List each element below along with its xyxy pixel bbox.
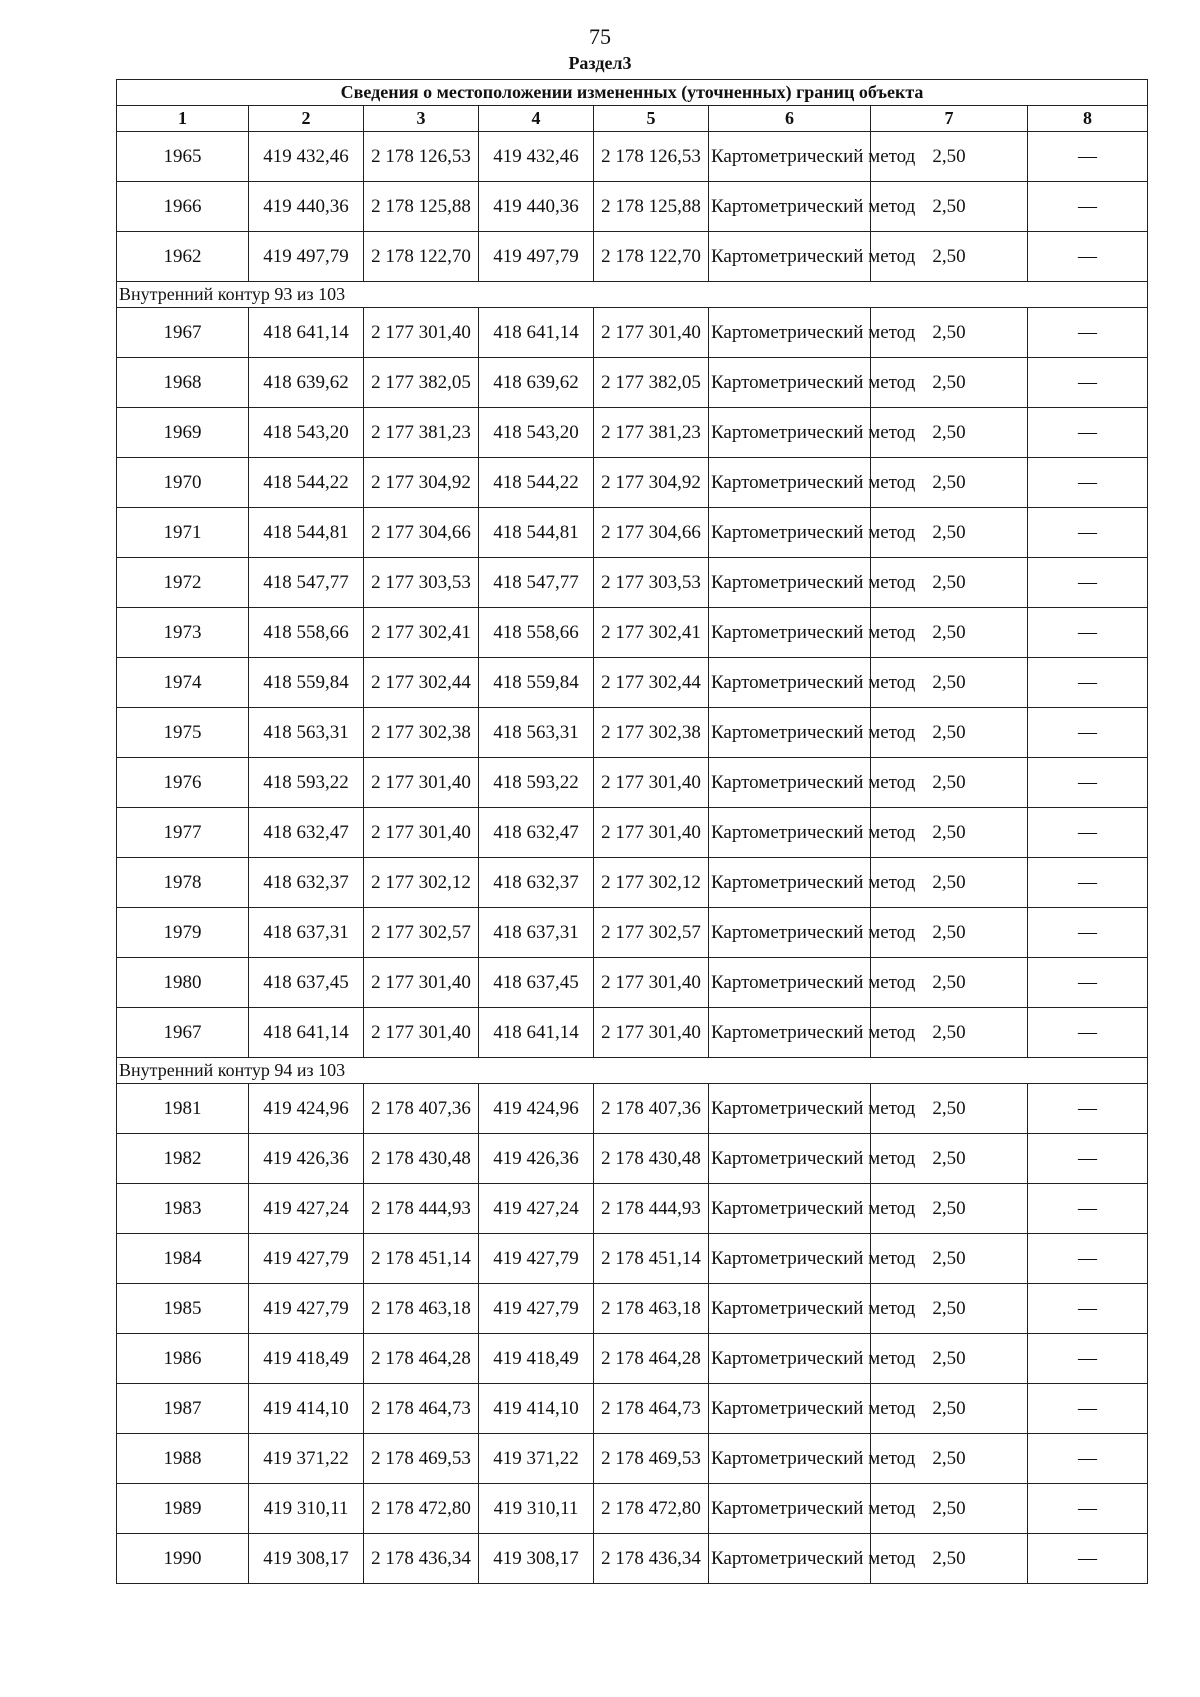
y-new-cell: 2 178 444,93 <box>594 1184 709 1234</box>
table-row <box>117 1008 1148 1058</box>
accuracy-cell: 2,50 <box>871 408 1028 458</box>
description-cell: — <box>1028 182 1148 232</box>
table-row <box>117 608 1148 658</box>
y-coord-cell: 2 177 302,12 <box>364 858 479 908</box>
x-coord-cell: 419 497,79 <box>249 232 364 282</box>
x-new-cell: 418 563,31 <box>479 708 594 758</box>
y-coord-cell: 2 177 304,92 <box>364 458 479 508</box>
point-number-cell: 1984 <box>117 1234 249 1284</box>
description-cell: — <box>1028 1434 1148 1484</box>
y-coord-cell: 2 178 444,93 <box>364 1184 479 1234</box>
table-row <box>117 308 1148 358</box>
column-header: 5 <box>594 106 709 132</box>
accuracy-cell: 2,50 <box>871 1534 1028 1584</box>
x-new-cell: 418 544,22 <box>479 458 594 508</box>
method-cell: Картометрический метод <box>709 1084 871 1134</box>
accuracy-cell: 2,50 <box>871 958 1028 1008</box>
table-row <box>117 1284 1148 1334</box>
y-new-cell: 2 178 464,73 <box>594 1384 709 1434</box>
accuracy-cell: 2,50 <box>871 182 1028 232</box>
table-row <box>117 808 1148 858</box>
method-cell: Картометрический метод <box>709 132 871 182</box>
column-header: 4 <box>479 106 594 132</box>
contour-label: Внутренний контур 93 из 103 <box>117 282 1148 308</box>
table-row <box>117 1334 1148 1384</box>
description-cell: — <box>1028 1184 1148 1234</box>
method-cell: Картометрический метод <box>709 608 871 658</box>
column-header: 8 <box>1028 106 1148 132</box>
y-new-cell: 2 178 463,18 <box>594 1284 709 1334</box>
x-coord-cell: 418 559,84 <box>249 658 364 708</box>
method-cell: Картометрический метод <box>709 958 871 1008</box>
x-new-cell: 419 440,36 <box>479 182 594 232</box>
table-row <box>117 1234 1148 1284</box>
description-cell: — <box>1028 458 1148 508</box>
x-coord-cell: 419 427,79 <box>249 1284 364 1334</box>
accuracy-cell: 2,50 <box>871 508 1028 558</box>
x-new-cell: 418 544,81 <box>479 508 594 558</box>
method-cell: Картометрический метод <box>709 408 871 458</box>
point-number-cell: 1979 <box>117 908 249 958</box>
y-new-cell: 2 178 464,28 <box>594 1334 709 1384</box>
method-cell: Картометрический метод <box>709 908 871 958</box>
x-coord-cell: 419 426,36 <box>249 1134 364 1184</box>
table-row <box>117 758 1148 808</box>
y-coord-cell: 2 178 122,70 <box>364 232 479 282</box>
method-cell: Картометрический метод <box>709 1534 871 1584</box>
method-cell: Картометрический метод <box>709 1008 871 1058</box>
point-number-cell: 1988 <box>117 1434 249 1484</box>
point-number-cell: 1987 <box>117 1384 249 1434</box>
table-row <box>117 558 1148 608</box>
description-cell: — <box>1028 708 1148 758</box>
accuracy-cell: 2,50 <box>871 1184 1028 1234</box>
y-coord-cell: 2 177 301,40 <box>364 808 479 858</box>
contour-label: Внутренний контур 94 из 103 <box>117 1058 1148 1084</box>
x-coord-cell: 418 637,45 <box>249 958 364 1008</box>
y-coord-cell: 2 178 464,28 <box>364 1334 479 1384</box>
x-coord-cell: 418 641,14 <box>249 1008 364 1058</box>
table-row <box>117 1084 1148 1134</box>
accuracy-cell: 2,50 <box>871 658 1028 708</box>
y-coord-cell: 2 177 301,40 <box>364 308 479 358</box>
y-new-cell: 2 177 302,12 <box>594 858 709 908</box>
method-cell: Картометрический метод <box>709 458 871 508</box>
table-row <box>117 658 1148 708</box>
contour-label-row <box>117 282 1148 308</box>
y-new-cell: 2 178 122,70 <box>594 232 709 282</box>
y-coord-cell: 2 177 301,40 <box>364 958 479 1008</box>
method-cell: Картометрический метод <box>709 1434 871 1484</box>
y-new-cell: 2 178 451,14 <box>594 1234 709 1284</box>
section-title: Раздел3 <box>568 53 632 73</box>
table-row <box>117 458 1148 508</box>
accuracy-cell: 2,50 <box>871 808 1028 858</box>
x-coord-cell: 419 418,49 <box>249 1334 364 1384</box>
table-row <box>117 908 1148 958</box>
x-new-cell: 419 308,17 <box>479 1534 594 1584</box>
column-header: 3 <box>364 106 479 132</box>
accuracy-cell: 2,50 <box>871 358 1028 408</box>
x-new-cell: 419 427,79 <box>479 1284 594 1334</box>
x-new-cell: 419 414,10 <box>479 1384 594 1434</box>
y-coord-cell: 2 177 382,05 <box>364 358 479 408</box>
table-row <box>117 1434 1148 1484</box>
x-coord-cell: 419 414,10 <box>249 1384 364 1434</box>
x-coord-cell: 419 427,24 <box>249 1184 364 1234</box>
y-coord-cell: 2 177 302,41 <box>364 608 479 658</box>
accuracy-cell: 2,50 <box>871 1434 1028 1484</box>
x-new-cell: 419 424,96 <box>479 1084 594 1134</box>
x-new-cell: 419 427,24 <box>479 1184 594 1234</box>
point-number-cell: 1978 <box>117 858 249 908</box>
accuracy-cell: 2,50 <box>871 232 1028 282</box>
description-cell: — <box>1028 1134 1148 1184</box>
x-coord-cell: 418 593,22 <box>249 758 364 808</box>
point-number-cell: 1972 <box>117 558 249 608</box>
y-coord-cell: 2 177 381,23 <box>364 408 479 458</box>
table-row <box>117 958 1148 1008</box>
description-cell: — <box>1028 1334 1148 1384</box>
table-row <box>117 1534 1148 1584</box>
x-coord-cell: 418 547,77 <box>249 558 364 608</box>
method-cell: Картометрический метод <box>709 658 871 708</box>
table-row <box>117 182 1148 232</box>
y-coord-cell: 2 177 302,57 <box>364 908 479 958</box>
x-coord-cell: 419 308,17 <box>249 1534 364 1584</box>
accuracy-cell: 2,50 <box>871 908 1028 958</box>
accuracy-cell: 2,50 <box>871 1484 1028 1534</box>
point-number-cell: 1969 <box>117 408 249 458</box>
table-row <box>117 232 1148 282</box>
description-cell: — <box>1028 1008 1148 1058</box>
method-cell: Картометрический метод <box>709 858 871 908</box>
x-new-cell: 418 637,45 <box>479 958 594 1008</box>
method-cell: Картометрический метод <box>709 1384 871 1434</box>
x-coord-cell: 418 558,66 <box>249 608 364 658</box>
column-header-row <box>117 106 1148 132</box>
table-row <box>117 1384 1148 1434</box>
y-coord-cell: 2 178 407,36 <box>364 1084 479 1134</box>
x-coord-cell: 419 371,22 <box>249 1434 364 1484</box>
accuracy-cell: 2,50 <box>871 1134 1028 1184</box>
page-number: 75 <box>589 24 611 49</box>
description-cell: — <box>1028 508 1148 558</box>
point-number-cell: 1980 <box>117 958 249 1008</box>
accuracy-cell: 2,50 <box>871 1284 1028 1334</box>
x-coord-cell: 418 543,20 <box>249 408 364 458</box>
x-new-cell: 418 637,31 <box>479 908 594 958</box>
method-cell: Картометрический метод <box>709 708 871 758</box>
x-new-cell: 418 593,22 <box>479 758 594 808</box>
coordinates-table <box>116 79 1148 1584</box>
description-cell: — <box>1028 908 1148 958</box>
description-cell: — <box>1028 408 1148 458</box>
description-cell: — <box>1028 1234 1148 1284</box>
method-cell: Картометрический метод <box>709 182 871 232</box>
table-row <box>117 708 1148 758</box>
description-cell: — <box>1028 1534 1148 1584</box>
y-new-cell: 2 178 125,88 <box>594 182 709 232</box>
y-new-cell: 2 177 303,53 <box>594 558 709 608</box>
y-coord-cell: 2 177 301,40 <box>364 758 479 808</box>
x-coord-cell: 418 639,62 <box>249 358 364 408</box>
point-number-cell: 1970 <box>117 458 249 508</box>
x-new-cell: 418 547,77 <box>479 558 594 608</box>
x-new-cell: 418 639,62 <box>479 358 594 408</box>
method-cell: Картометрический метод <box>709 1234 871 1284</box>
description-cell: — <box>1028 232 1148 282</box>
point-number-cell: 1989 <box>117 1484 249 1534</box>
y-new-cell: 2 177 301,40 <box>594 958 709 1008</box>
x-coord-cell: 418 544,81 <box>249 508 364 558</box>
description-cell: — <box>1028 608 1148 658</box>
point-number-cell: 1973 <box>117 608 249 658</box>
x-new-cell: 419 432,46 <box>479 132 594 182</box>
y-new-cell: 2 178 407,36 <box>594 1084 709 1134</box>
point-number-cell: 1975 <box>117 708 249 758</box>
accuracy-cell: 2,50 <box>871 558 1028 608</box>
x-coord-cell: 418 544,22 <box>249 458 364 508</box>
y-new-cell: 2 177 302,41 <box>594 608 709 658</box>
y-new-cell: 2 177 302,44 <box>594 658 709 708</box>
column-header: 2 <box>249 106 364 132</box>
method-cell: Картометрический метод <box>709 758 871 808</box>
point-number-cell: 1986 <box>117 1334 249 1384</box>
x-new-cell: 419 418,49 <box>479 1334 594 1384</box>
y-new-cell: 2 178 436,34 <box>594 1534 709 1584</box>
description-cell: — <box>1028 1484 1148 1534</box>
table-row <box>117 1484 1148 1534</box>
x-coord-cell: 418 632,37 <box>249 858 364 908</box>
method-cell: Картометрический метод <box>709 1334 871 1384</box>
y-new-cell: 2 177 381,23 <box>594 408 709 458</box>
y-coord-cell: 2 178 472,80 <box>364 1484 479 1534</box>
method-cell: Картометрический метод <box>709 1284 871 1334</box>
point-number-cell: 1966 <box>117 182 249 232</box>
y-new-cell: 2 177 302,38 <box>594 708 709 758</box>
x-new-cell: 419 427,79 <box>479 1234 594 1284</box>
accuracy-cell: 2,50 <box>871 858 1028 908</box>
x-new-cell: 419 371,22 <box>479 1434 594 1484</box>
point-number-cell: 1974 <box>117 658 249 708</box>
y-new-cell: 2 177 304,92 <box>594 458 709 508</box>
x-coord-cell: 418 563,31 <box>249 708 364 758</box>
description-cell: — <box>1028 958 1148 1008</box>
method-cell: Картометрический метод <box>709 232 871 282</box>
accuracy-cell: 2,50 <box>871 758 1028 808</box>
method-cell: Картометрический метод <box>709 558 871 608</box>
method-cell: Картометрический метод <box>709 308 871 358</box>
description-cell: — <box>1028 308 1148 358</box>
description-cell: — <box>1028 558 1148 608</box>
y-coord-cell: 2 177 303,53 <box>364 558 479 608</box>
y-new-cell: 2 178 126,53 <box>594 132 709 182</box>
x-new-cell: 418 632,47 <box>479 808 594 858</box>
column-header: 1 <box>117 106 249 132</box>
method-cell: Картометрический метод <box>709 1484 871 1534</box>
column-header: 7 <box>871 106 1028 132</box>
accuracy-cell: 2,50 <box>871 308 1028 358</box>
table-row <box>117 858 1148 908</box>
y-coord-cell: 2 178 469,53 <box>364 1434 479 1484</box>
point-number-cell: 1965 <box>117 132 249 182</box>
accuracy-cell: 2,50 <box>871 1084 1028 1134</box>
accuracy-cell: 2,50 <box>871 1234 1028 1284</box>
description-cell: — <box>1028 1284 1148 1334</box>
y-coord-cell: 2 178 436,34 <box>364 1534 479 1584</box>
description-cell: — <box>1028 658 1148 708</box>
description-cell: — <box>1028 758 1148 808</box>
description-cell: — <box>1028 358 1148 408</box>
point-number-cell: 1981 <box>117 1084 249 1134</box>
point-number-cell: 1962 <box>117 232 249 282</box>
x-new-cell: 419 310,11 <box>479 1484 594 1534</box>
column-header: 6 <box>709 106 871 132</box>
x-new-cell: 418 641,14 <box>479 1008 594 1058</box>
table-row <box>117 1184 1148 1234</box>
point-number-cell: 1967 <box>117 1008 249 1058</box>
y-new-cell: 2 177 301,40 <box>594 308 709 358</box>
method-cell: Картометрический метод <box>709 1184 871 1234</box>
x-coord-cell: 418 641,14 <box>249 308 364 358</box>
contour-label-row <box>117 1058 1148 1084</box>
y-new-cell: 2 177 304,66 <box>594 508 709 558</box>
y-coord-cell: 2 177 302,38 <box>364 708 479 758</box>
method-cell: Картометрический метод <box>709 508 871 558</box>
x-new-cell: 418 559,84 <box>479 658 594 708</box>
table-row <box>117 358 1148 408</box>
y-new-cell: 2 178 472,80 <box>594 1484 709 1534</box>
description-cell: — <box>1028 1084 1148 1134</box>
x-coord-cell: 419 432,46 <box>249 132 364 182</box>
table-caption-row <box>117 80 1148 106</box>
method-cell: Картометрический метод <box>709 1134 871 1184</box>
x-new-cell: 419 497,79 <box>479 232 594 282</box>
x-new-cell: 419 426,36 <box>479 1134 594 1184</box>
accuracy-cell: 2,50 <box>871 608 1028 658</box>
point-number-cell: 1982 <box>117 1134 249 1184</box>
description-cell: — <box>1028 1384 1148 1434</box>
x-coord-cell: 419 310,11 <box>249 1484 364 1534</box>
y-coord-cell: 2 178 430,48 <box>364 1134 479 1184</box>
accuracy-cell: 2,50 <box>871 132 1028 182</box>
x-coord-cell: 419 440,36 <box>249 182 364 232</box>
accuracy-cell: 2,50 <box>871 1008 1028 1058</box>
table-row <box>117 1134 1148 1184</box>
accuracy-cell: 2,50 <box>871 1384 1028 1434</box>
x-new-cell: 418 641,14 <box>479 308 594 358</box>
accuracy-cell: 2,50 <box>871 708 1028 758</box>
y-new-cell: 2 177 301,40 <box>594 1008 709 1058</box>
y-coord-cell: 2 178 451,14 <box>364 1234 479 1284</box>
y-coord-cell: 2 177 301,40 <box>364 1008 479 1058</box>
point-number-cell: 1971 <box>117 508 249 558</box>
description-cell: — <box>1028 858 1148 908</box>
y-new-cell: 2 178 430,48 <box>594 1134 709 1184</box>
point-number-cell: 1985 <box>117 1284 249 1334</box>
y-coord-cell: 2 177 302,44 <box>364 658 479 708</box>
y-new-cell: 2 177 301,40 <box>594 808 709 858</box>
point-number-cell: 1976 <box>117 758 249 808</box>
x-new-cell: 418 632,37 <box>479 858 594 908</box>
method-cell: Картометрический метод <box>709 808 871 858</box>
x-new-cell: 418 558,66 <box>479 608 594 658</box>
y-coord-cell: 2 178 125,88 <box>364 182 479 232</box>
x-new-cell: 418 543,20 <box>479 408 594 458</box>
accuracy-cell: 2,50 <box>871 458 1028 508</box>
point-number-cell: 1983 <box>117 1184 249 1234</box>
point-number-cell: 1977 <box>117 808 249 858</box>
description-cell: — <box>1028 132 1148 182</box>
table-row <box>117 508 1148 558</box>
point-number-cell: 1968 <box>117 358 249 408</box>
y-coord-cell: 2 178 464,73 <box>364 1384 479 1434</box>
y-coord-cell: 2 177 304,66 <box>364 508 479 558</box>
table-caption: Сведения о местоположении измененных (уточненных) границ объекта <box>117 80 1148 106</box>
y-new-cell: 2 177 301,40 <box>594 758 709 808</box>
y-new-cell: 2 177 302,57 <box>594 908 709 958</box>
x-coord-cell: 419 427,79 <box>249 1234 364 1284</box>
x-coord-cell: 419 424,96 <box>249 1084 364 1134</box>
y-new-cell: 2 177 382,05 <box>594 358 709 408</box>
y-coord-cell: 2 178 463,18 <box>364 1284 479 1334</box>
accuracy-cell: 2,50 <box>871 1334 1028 1384</box>
description-cell: — <box>1028 808 1148 858</box>
y-coord-cell: 2 178 126,53 <box>364 132 479 182</box>
method-cell: Картометрический метод <box>709 358 871 408</box>
point-number-cell: 1967 <box>117 308 249 358</box>
y-new-cell: 2 178 469,53 <box>594 1434 709 1484</box>
point-number-cell: 1990 <box>117 1534 249 1584</box>
x-coord-cell: 418 637,31 <box>249 908 364 958</box>
table-body <box>117 80 1148 1584</box>
x-coord-cell: 418 632,47 <box>249 808 364 858</box>
table-row <box>117 408 1148 458</box>
table-row <box>117 132 1148 182</box>
